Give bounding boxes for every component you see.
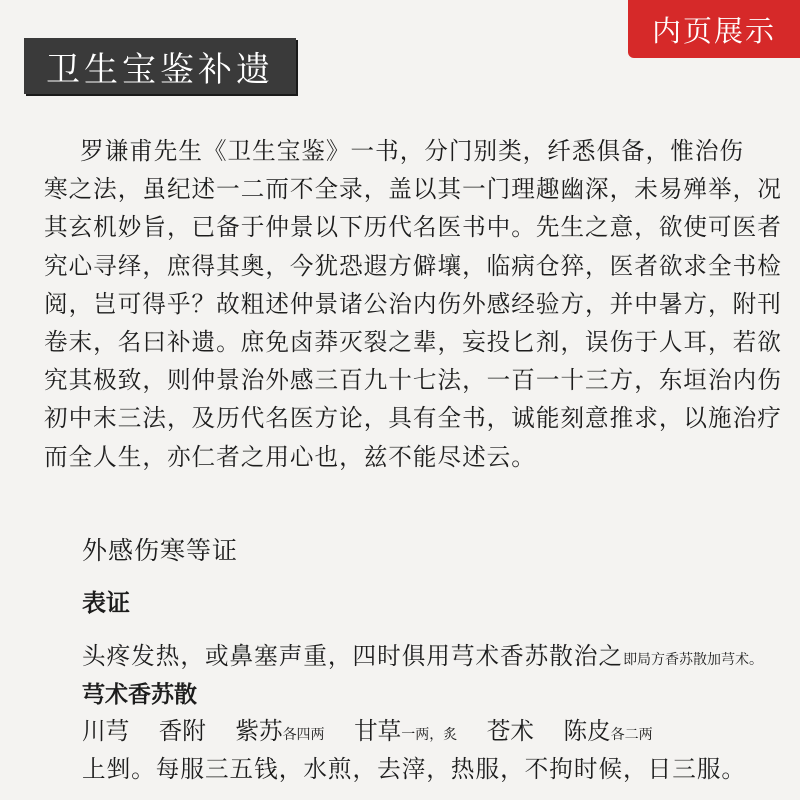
preface-line: 寒之法，虽纪述一二而不全录，盖以其一门理趣幽深，未易殚举，况	[44, 175, 782, 204]
recipe-name: 芎术香苏散	[82, 682, 197, 708]
indication-note: 即局方香苏散加芎术。	[623, 652, 764, 668]
herb-name: 紫苏	[235, 717, 283, 745]
bleed-through-text	[60, 488, 790, 519]
indication-text: 头疼发热，或鼻塞声重，四时俱用芎术香苏散治之	[82, 642, 624, 670]
preface-line: 而全人生，亦仁者之用心也，兹不能尽述云。	[44, 442, 536, 471]
herb-item	[235, 712, 324, 746]
herb-dose: 一两，炙	[401, 727, 458, 743]
herb-list	[82, 712, 675, 746]
herb-item	[563, 712, 652, 746]
herb-name: 香附	[158, 717, 206, 745]
herb-dose: 各二两	[610, 727, 653, 743]
indication-line	[82, 637, 763, 671]
preface-line: 其玄机妙旨，已备于仲景以下历代名医书中。先生之意，欲使可医者	[44, 213, 782, 242]
preface-line: 究心寻绎，庶得其奥，今犹恐遐方僻壤，临病仓猝，医者欲求全书检	[44, 251, 782, 280]
herb-dose: 各四两	[282, 727, 325, 743]
sub-heading: 表证	[82, 589, 130, 617]
herb-name: 陈皮	[563, 717, 611, 745]
herb-item	[159, 712, 206, 746]
bleed-through-text	[60, 600, 790, 631]
preface-line: 罗谦甫先生《卫生宝鉴》一书，分门别类，纤悉俱备，惟治伤	[80, 137, 745, 165]
chapter-title: 卫生宝鉴补遗	[24, 38, 296, 94]
herb-item	[82, 712, 129, 746]
preface-line: 初中末三法，及历代名医方论，具有全书，诚能刻意推求，以施治疗	[44, 404, 782, 433]
section-heading: 外感伤寒等证	[82, 536, 239, 565]
preface-line: 卷末，名曰补遗。庶免卤莽灭裂之辈，妄投匕剂，误伤于人耳，若欲	[44, 328, 782, 357]
preface-line: 阅，岂可得乎？故粗述仲景诸公治内伤外感经验方，并中暑方，附刊	[44, 289, 782, 318]
herb-item	[354, 712, 457, 746]
herb-name: 苍术	[486, 717, 534, 745]
inner-page-badge: 内页展示	[628, 0, 800, 58]
herb-item	[487, 712, 534, 746]
preface-paragraph	[44, 132, 782, 476]
herb-name: 川芎	[82, 717, 130, 745]
preparation-method: 上剉。每服三五钱，水煎，去滓，热服，不拘时候，日三服。	[82, 755, 747, 783]
preface-line: 究其极致，则仲景治外感三百九十七法，一百一十三方，东垣治内伤	[44, 366, 782, 395]
bleed-through-text	[60, 458, 790, 489]
herb-name: 甘草	[354, 717, 402, 745]
